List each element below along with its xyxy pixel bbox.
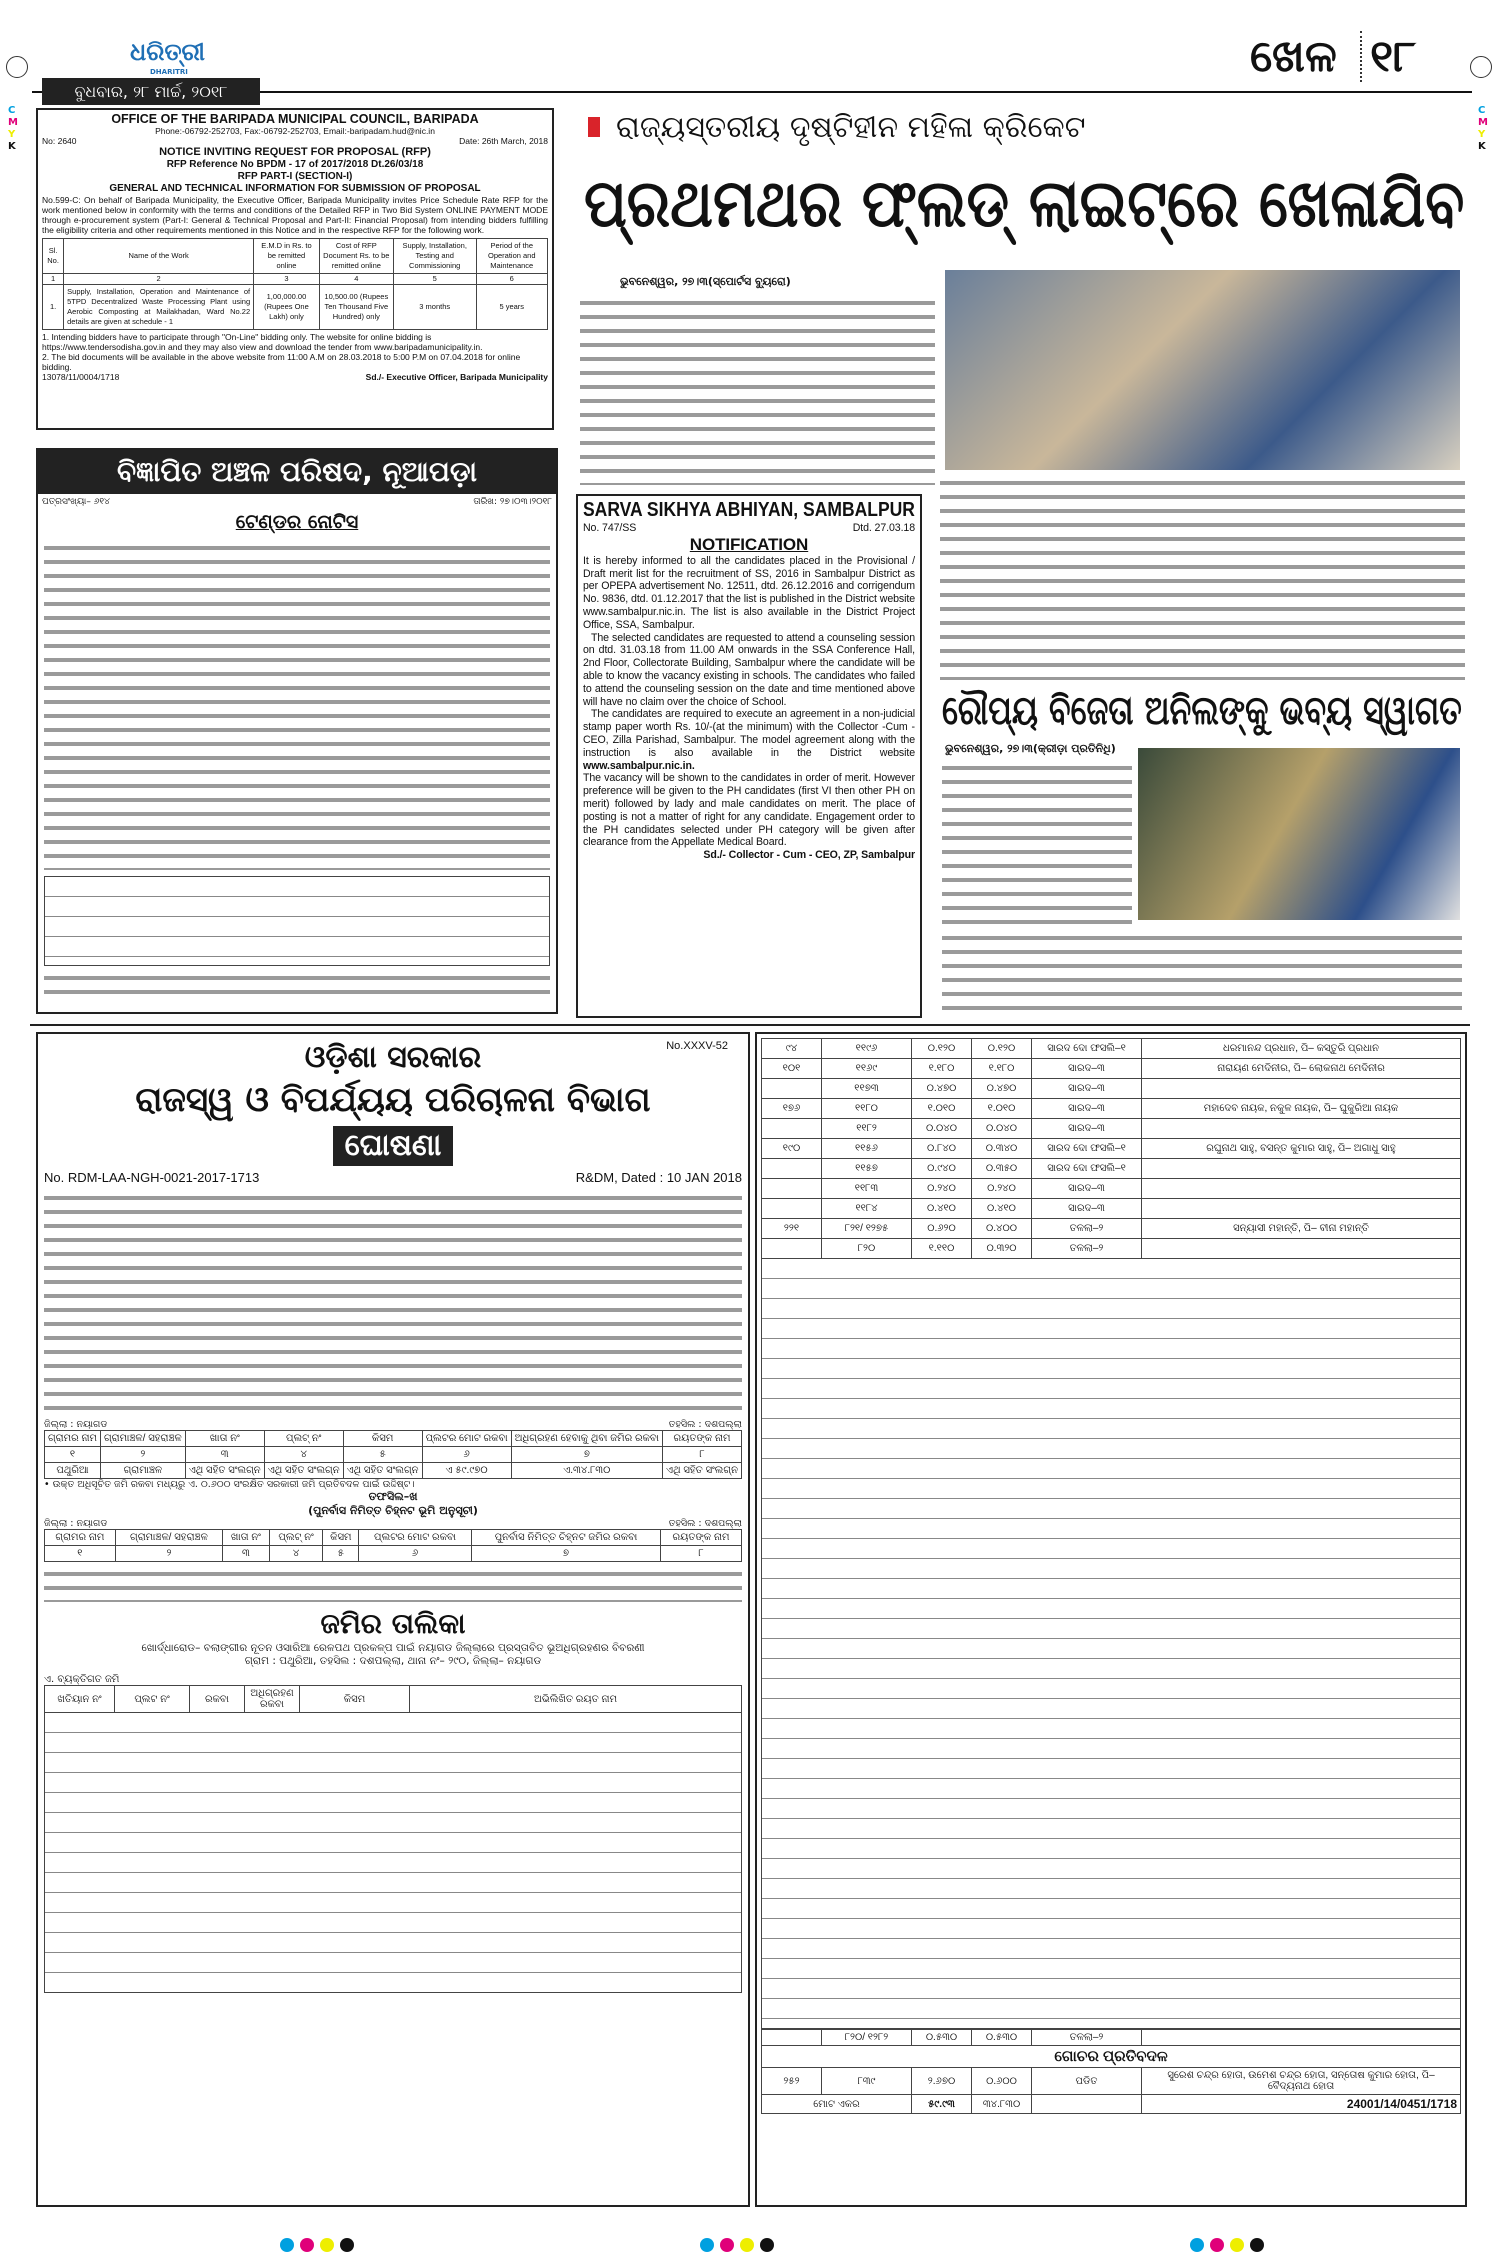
rfp-part: RFP PART-I (SECTION-I) [237, 171, 353, 182]
cell: ୦.୮୪୦ [912, 1139, 972, 1159]
announcement-label: ଘୋଷଣା [333, 1126, 454, 1166]
cell: 10,500.00 (Rupees Ten Thousand Five Hundred) only [319, 285, 393, 330]
rfp-section-title: GENERAL AND TECHNICAL INFORMATION FOR SUBMISSION OF PROPOSAL [109, 183, 481, 194]
cell: ୮୨୦/ ୧୨୮୨ [822, 2030, 912, 2046]
cell: ୧୧୭୩ [822, 1079, 912, 1099]
table-row [762, 2030, 1461, 2046]
cell: ୦.୫୩୦ [972, 2030, 1032, 2046]
cell: ୧.୧୮୦ [972, 1059, 1032, 1079]
col-number: ୭ [471, 1546, 660, 1562]
total-label: ମୋଟ ଏକର [762, 2095, 912, 2114]
table-row [762, 1159, 1461, 1179]
cell: ୨୨୧ [762, 1219, 822, 1239]
col-number: ୧ [45, 1447, 101, 1463]
press-conference-photo [945, 270, 1460, 470]
col-number: ୮ [663, 1447, 742, 1463]
notice-body-text [44, 1190, 742, 1415]
cell: ୧.୧୧୦ [912, 1239, 972, 1259]
cell: ତଳଲା–୨ [1032, 1239, 1142, 1259]
cell: ୦.୪୭୦ [972, 1079, 1032, 1099]
cell: ପଡିତ [1032, 2068, 1142, 2095]
section-a-label: ଏ. ବ୍ୟକ୍ତିଗତ ଜମି [44, 1674, 120, 1685]
cell: ୦.୦୪୦ [972, 1119, 1032, 1139]
cell: ଏଥି ସହିତ ସଂଲଗ୍ନ [343, 1463, 422, 1479]
table-row [762, 2068, 1461, 2095]
notice-number: No: 2640 [42, 136, 77, 146]
ssa-paragraph: The vacancy will be shown to the candidates in order of merit. However preference will be given to the PH candidates (first VI then other PH on merit) followed by lady and male candidates on merit. The place of posting is not a matter of right for any candidate. Engagement order to the PH candidates selected under PH category will be given after clearance from the Appellate Medical Board. [583, 772, 915, 849]
cell: ୧୧୯୬ [822, 1039, 912, 1059]
gochar-heading: ଗୋଚର ପ୍ରତିବଦଳ [762, 2046, 1461, 2068]
schedule-note: • ଉକ୍ତ ଅଧିସୂଚିତ ଜମି ରକବା ମଧ୍ୟରୁ ଏ. ୦.୬୦୦ ସଂରକ୍ଷିତ ସରକାରୀ ଜମି ପ୍ରତିବଦଳ ପାଇଁ ଉଦ୍ଦିଷ୍ଟ। [44, 1479, 415, 1490]
col-number: ୩ [185, 1447, 264, 1463]
table-row [762, 1219, 1461, 1239]
col-header: ଗ୍ରାମାଞ୍ଚଳ/ ସହରାଞ୍ଚଳ [115, 1530, 222, 1546]
note: 1. Intending bidders have to participate through "On-Line" bidding only. The website for online bidding is https://www.tendersodisha.gov.in and they may also view and download the tender from www.baripadamunicipality.in. [42, 332, 483, 352]
cell: ୦.୪୦୦ [972, 1219, 1032, 1239]
section-title [1250, 30, 1416, 84]
land-list-subtitle: ଖୋର୍ଦ୍ଧାରୋଡ– ବଲାଙ୍ଗୀର ନୂତନ ଓସାରିଆ ରେଳପଥ ପ୍ରକଳ୍ପ ପାଇଁ ନୟାଗଡ ଜିଲ୍ଲାରେ ପ୍ରସ୍ତାବିତ ଭୂଅଧିଗ୍ରହଣର ବିବରଣୀ [141, 1642, 645, 1654]
cell: ୮୨୦ [822, 1239, 912, 1259]
col-header: କିସମ [300, 1686, 410, 1713]
cell: ୦.୪୭୦ [912, 1079, 972, 1099]
col-number: ୪ [269, 1546, 323, 1562]
story2-headline: ରୌପ୍ୟ ବିଜେତା ଅନିଲଙ୍କୁ ଭବ୍ୟ ସ୍ୱାଗତ [942, 688, 1462, 734]
col-header: ଅଭିଲିଖିତ ରୟତ ନାମ [410, 1686, 742, 1713]
registration-mark [6, 56, 28, 78]
land-list-continued [755, 1032, 1467, 2207]
cell: ୧୧୫୬ [822, 1139, 912, 1159]
ssa-title: SARVA SIKHYA ABHIYAN, SAMBALPUR [583, 499, 915, 521]
col-header: ରକବା [190, 1686, 245, 1713]
govt-title: ଓଡ଼ିଶା ସରକାର [304, 1040, 482, 1075]
cell: ୧୦୧ [762, 1059, 822, 1079]
cell: ତଳଲା–୨ [1032, 2030, 1142, 2046]
col-number: ୨ [101, 1447, 186, 1463]
col-header: ପ୍ଲଟର ମୋଟ ରକବା [422, 1431, 511, 1447]
col-number: 1 [43, 274, 64, 285]
col-number: ୮ [661, 1546, 742, 1562]
col-number: ୧ [45, 1546, 116, 1562]
cell: ୦.୬୨୦ [912, 1219, 972, 1239]
col-number: 2 [64, 274, 254, 285]
table-row [762, 1079, 1461, 1099]
ssa-notification [576, 494, 922, 1018]
table-row [762, 1099, 1461, 1119]
cell: ଏ.୩୪.୮୩୦ [511, 1463, 662, 1479]
cell [762, 2030, 822, 2046]
cell: ମହାଦେବ ନାୟକ, ନକୁଳ ନାୟକ, ପି– ଘୁକୁରିଆ ନାୟକ [1142, 1099, 1461, 1119]
section-name: ଖେଳ [1250, 31, 1337, 82]
cell: 1. [43, 285, 64, 330]
notice-heading: NOTICE INVITING REQUEST FOR PROPOSAL (RFP) [159, 146, 431, 158]
cell: ୧୭୬ [762, 1099, 822, 1119]
cell: ସାରଦ–୩ [1032, 1099, 1142, 1119]
table-row [43, 285, 548, 330]
land-list-village: ଗ୍ରାମ : ପଥୁରିଆ, ତହସିଲ : ଦଶପଲ୍ଲା, ଥାନା ନଂ– ୨୯୦, ଜିଲ୍ଲା– ନୟାଗଡ [244, 1655, 542, 1667]
schedule-b-subtitle: (ପୁନର୍ବାସ ନିମିତ୍ତ ଚିହ୍ନଟ ଭୂମି ଅନୁସୂଚୀ) [308, 1504, 478, 1517]
tahasil-label: ତହସିଲ : ଦଶପଲ୍ଲା [668, 1518, 742, 1529]
ad-code: 24001/14/0451/1718 [1142, 2095, 1461, 2114]
tender-heading: ଟେଣ୍ଡର ନୋଟିସ [235, 511, 359, 533]
land-list-table [44, 1685, 742, 1713]
notice-number: No. RDM-LAA-NGH-0021-2017-1713 [44, 1170, 260, 1185]
cell: ୧.୦୧୦ [912, 1099, 972, 1119]
cell [762, 1079, 822, 1099]
cell: ୦.୯୪୦ [912, 1159, 972, 1179]
col-header: ଅଧିଗ୍ରହଣ ରକବା [245, 1686, 300, 1713]
notice-contact: Phone:-06792-252703, Fax:-06792-252703, Email:-baripadam.hud@nic.in [155, 126, 435, 136]
district-label: ଜିଲ୍ଲା : ନୟାଗଡ [44, 1419, 108, 1430]
col-header: ରୟତଙ୍କ ନାମ [663, 1431, 742, 1447]
cell: ଏ ୫୯.୯୭୦ [422, 1463, 511, 1479]
cell: ସାରଦ ଦୋ ଫସଲି–୧ [1032, 1039, 1142, 1059]
cell: ୧.୦୧୦ [972, 1099, 1032, 1119]
baripada-notice [36, 108, 554, 430]
cell: ତଳଲା–୨ [1032, 1219, 1142, 1239]
cell: ୦.୨୪୦ [912, 1179, 972, 1199]
col-number: ୪ [264, 1447, 343, 1463]
cell: ଗ୍ରାମାଞ୍ଚଳ [101, 1463, 186, 1479]
col-number: 6 [476, 274, 547, 285]
masthead-logo-sub: DHARITRI [150, 68, 188, 76]
col-number: 3 [254, 274, 320, 285]
cell: ୦.୫୩୦ [912, 2030, 972, 2046]
tahasil-label: ତହସିଲ : ଦଶପଲ୍ଲା [668, 1419, 742, 1430]
cell: ସୁରେଶ ଚନ୍ଦ୍ର ହୋତା, ଉମେଶ ଚନ୍ଦ୍ର ହୋତା, ସନ୍ତୋଷ କୁମାର ହୋତା, ପି– ବୈଦ୍ୟନାଥ ହୋତା [1142, 2068, 1461, 2095]
ssa-date: Dtd. 27.03.18 [852, 522, 915, 534]
notice-date: Date: 26th March, 2018 [459, 136, 548, 146]
col-number: ୫ [343, 1447, 422, 1463]
color-bar-cmyk: C M Y K [1478, 105, 1488, 152]
col-header: ପ୍ଲଟ୍ ନଂ [264, 1431, 343, 1447]
ssa-paragraph: The selected candidates are requested to attend a counseling session on dtd. 31.03.18 from 11.00 AM onwards in the SSA Conference Hall, 2nd Floor, Collectorate Building, Sambalpur where the candidate will be able to know the vacancy existing in schools. The candidates who failed to attend the counseling session on the date and time mentioned above will have no claim over the choice of School. [583, 631, 915, 708]
cell: ସାରଦ–୩ [1032, 1119, 1142, 1139]
cell [762, 1119, 822, 1139]
table-row [762, 1059, 1461, 1079]
cell [1032, 2095, 1142, 2114]
cell: ସାରଦ–୩ [1032, 1059, 1142, 1079]
table-row [762, 1139, 1461, 1159]
print-color-bar [1190, 2238, 1264, 2252]
cell: ୮୨୧/ ୧୨୭୫ [822, 1219, 912, 1239]
col-header: ପ୍ଲଟ ନଂ [115, 1686, 190, 1713]
cell: ୦.୩୫୦ [972, 1159, 1032, 1179]
cell: ସାରଦ–୩ [1032, 1079, 1142, 1099]
cell: ସାରଦ ଦୋ ଫସଲି–୧ [1032, 1159, 1142, 1179]
cell [1142, 1179, 1461, 1199]
land-list-rows [761, 1259, 1461, 2029]
col-header: ପ୍ଲଟର ମୋଟ ରକବା [359, 1530, 472, 1546]
cell: ସାରଦ ଦୋ ଫସଲି–୧ [1032, 1139, 1142, 1159]
col-number: 5 [393, 274, 476, 285]
masthead-date-text: ବୁଧବାର, ୨୮ ମାର୍ଚ୍ଚ, ୨୦୧୮ [74, 82, 228, 101]
registration-mark [1470, 56, 1492, 78]
kicker-text: ରାଜ୍ୟସ୍ତରୀୟ ଦୃଷ୍ଟିହୀନ ମହିଳା କ୍ରିକେଟ [616, 110, 1086, 145]
cell [1142, 1159, 1461, 1179]
schedule-b-title: ତଫସିଲ–ଖ [368, 1490, 418, 1503]
table-row [762, 1119, 1461, 1139]
cell: ୦.୪୧୦ [912, 1199, 972, 1219]
ssa-signature: Sd./- Collector - Cum - CEO, ZP, Sambalpur [703, 849, 915, 862]
district-label: ଜିଲ୍ଲା : ନୟାଗଡ [44, 1518, 108, 1529]
col-header: ରୟତଙ୍କ ନାମ [661, 1530, 742, 1546]
cell [1142, 1199, 1461, 1219]
cell: ୦.୬୦୦ [972, 2068, 1032, 2095]
cell: ୧୧୮୩ [822, 1179, 912, 1199]
odisha-govt-notice [36, 1032, 750, 2207]
story2-body-text [942, 930, 1462, 1012]
col-header: Period of the Operation and Maintenance [476, 239, 547, 274]
table-row [762, 1179, 1461, 1199]
cell: ୨୫୨ [762, 2068, 822, 2095]
print-color-bar [280, 2238, 354, 2252]
cell [762, 1199, 822, 1219]
dateline: ଭୁବନେଶ୍ୱର, ୨୭।୩(କ୍ରୀଡ଼ା ପ୍ରତିନିଧି) [945, 742, 1116, 755]
masthead-logo: ଧରିତ୍ରୀ [130, 38, 205, 66]
col-header: Supply, Installation, Testing and Commissioning [393, 239, 476, 274]
notice-ref: No.XXXV-52 [666, 1040, 728, 1052]
cell: ୧.୧୮୦ [912, 1059, 972, 1079]
cell [1142, 1119, 1461, 1139]
section-divider [30, 1024, 1470, 1026]
nuapada-tender-notice [36, 448, 558, 1014]
tender-title: ବିଜ୍ଞାପିତ ଅଞ୍ଚଳ ପରିଷଦ, ନୂଆପଡ଼ା [117, 455, 477, 488]
note: 2. The bid documents will be available in the above website from 11:00 A.M on 28.03.2018 to 5:00 P.M on 07.04.2018 for online bidding. [42, 352, 521, 372]
cell: ୦.୩୨୦ [972, 1239, 1032, 1259]
col-header: ପୁନର୍ବାସ ନିମିତ୍ତ ଚିହ୍ନଟ ଜମିର ରକବା [471, 1530, 660, 1546]
cell: ଏଥି ସହିତ ସଂଲଗ୍ନ [264, 1463, 343, 1479]
story-kicker [588, 108, 1086, 148]
cell [1142, 2030, 1461, 2046]
tender-footer-text [44, 970, 550, 998]
col-header: ଖାତା ନଂ [223, 1530, 270, 1546]
col-header: ପ୍ଲଟ୍ ନଂ [269, 1530, 323, 1546]
col-header: Sl. No. [43, 239, 64, 274]
tender-date: ତାରିଖ: ୨୭।୦୩।୨୦୧୮ [473, 497, 552, 507]
page-number: ୧୮ [1370, 31, 1416, 82]
table-row [762, 1199, 1461, 1219]
cell: ୦.୨୪୦ [972, 1179, 1032, 1199]
cell: ରଘୁନାଥ ସାହୁ, ବସନ୍ତ କୁମାର ସାହୁ, ପି– ଅଗାଧୁ ସାହୁ [1142, 1139, 1461, 1159]
land-list-title: ଜମିର ତାଲିକା [320, 1607, 466, 1640]
cell: ୦.୦୪୦ [912, 1119, 972, 1139]
ssa-paragraph: It is hereby informed to all the candidates placed in the Provisional / Draft merit list for the recruitment of SS, 2016 in Sambalpur District as per OPEPA advertisement No. 12511, dtd. 26.12.2016 and corrigendum No. 9836, dtd. 01.12.2017 that the list is published in the District website www.sambalpur.nic.in. The list is also available in the District Project Office, SSA, Sambalpur. [583, 554, 915, 631]
cell: 1,00,000.00 (Rupees One Lakh) only [254, 285, 320, 330]
col-number: ୩ [223, 1546, 270, 1562]
cell: ୧୧୮୨ [822, 1119, 912, 1139]
department-title: ରାଜସ୍ୱ ଓ ବିପର୍ଯ୍ୟୟ ପରିଚାଳନା ବିଭାଗ [135, 1080, 651, 1120]
cell: ୦.୧୨୦ [972, 1039, 1032, 1059]
print-color-bar [700, 2238, 774, 2252]
ssa-website-link[interactable]: www.sambalpur.nic.in. [583, 759, 695, 772]
land-list-rows [44, 1713, 742, 1993]
cell: Supply, Installation, Operation and Maintenance of 5TPD Decentralized Waste Processing Plant using Aerobic Composting at Mailakhadan, Ward No.22 details are given at schedule - 1 [64, 285, 254, 330]
masthead-date [42, 78, 260, 105]
col-header: Cost of RFP Document Rs. to be remitted online [319, 239, 393, 274]
cell: ପଥୁରିଆ [45, 1463, 101, 1479]
cell: ସାରଦ–୩ [1032, 1199, 1142, 1219]
total-acquired: ୩୪.୮୩୦ [972, 2095, 1032, 2114]
cell: ୮୩୯ [822, 2068, 912, 2095]
col-number: ୬ [359, 1546, 472, 1562]
story-body-text [580, 295, 935, 485]
story2-body-text [942, 760, 1132, 930]
col-header: ଗ୍ରାମାଞ୍ଚଳ/ ସହରାଞ୍ଚଳ [101, 1431, 186, 1447]
cell: ୦.୩୪୦ [972, 1139, 1032, 1159]
cell: 5 years [476, 285, 547, 330]
notice-footer-text [44, 1566, 742, 1602]
cell: ଧରମାନନ୍ଦ ପ୍ରଧାନ, ପି– କସ୍ତୁରି ପ୍ରଧାନ [1142, 1039, 1461, 1059]
cell: ୧୧୮୪ [822, 1199, 912, 1219]
col-number: ୭ [511, 1447, 662, 1463]
cell: ୦.୧୨୦ [912, 1039, 972, 1059]
cell [1142, 1079, 1461, 1099]
col-header: ଖାତା ନଂ [185, 1431, 264, 1447]
notice-title: OFFICE OF THE BARIPADA MUNICIPAL COUNCIL, BARIPADA [111, 112, 479, 126]
ssa-number: No. 747/SS [583, 522, 637, 534]
story-body-text [940, 475, 1465, 680]
land-list-table-footer [761, 2029, 1461, 2114]
cell: ନାରାୟଣ ମେଦିନୀର, ପି– ଲୋକନାଥ ମେଦିନୀର [1142, 1059, 1461, 1079]
rfp-reference: RFP Reference No BPDM - 17 of 2017/2018 Dt.26/03/18 [166, 159, 424, 170]
table-row [762, 1039, 1461, 1059]
cell: ୧୧୮୦ [822, 1099, 912, 1119]
cell [1142, 1239, 1461, 1259]
cell: ୯୪ [762, 1039, 822, 1059]
ad-code: 13078/11/0004/1718 [42, 372, 120, 382]
col-header: ଗ୍ରାମର ନାମ [45, 1431, 101, 1447]
col-header: ଅଧିଗ୍ରହଣ ହେବାକୁ ଥିବା ଜମିର ରକବା [511, 1431, 662, 1447]
col-number: ୬ [422, 1447, 511, 1463]
cell: ୧୧୬୯ [822, 1059, 912, 1079]
story-headline: ପ୍ରଥମଥର ଫ୍ଲଡ୍ ଲାଇଟ୍‌ରେ ଖେଳାଯିବ [584, 165, 1465, 242]
col-header: Name of the Work [64, 239, 254, 274]
col-header: ଗ୍ରାମର ନାମ [45, 1530, 116, 1546]
notice-date: R&DM, Dated : 10 JAN 2018 [575, 1170, 742, 1185]
ssa-paragraph: The candidates are required to execute an agreement in a non-judicial stamp paper worth Rs. 10/-(at the minimum) with the Collector -Cum - CEO, Zilla Parishad, Sambalpur. The model agreement along with the instruction is also available in the District website [583, 708, 915, 759]
cell [762, 1179, 822, 1199]
dateline: ଭୁବନେଶ୍ୱର, ୨୭।୩(ସ୍ପୋର୍ଟସ ବ୍ୟୁରୋ) [620, 275, 791, 288]
ssa-heading: NOTIFICATION [689, 534, 809, 554]
col-number: ୨ [115, 1546, 222, 1562]
cell: ୨.୬୭୦ [912, 2068, 972, 2095]
col-header: ଖତିୟାନ ନଂ [45, 1686, 115, 1713]
schedule-b-table [44, 1529, 742, 1562]
col-number: ୫ [323, 1546, 359, 1562]
signature: Sd./- Executive Officer, Baripada Municipality [365, 372, 548, 382]
cell: ଏଥି ସହିତ ସଂଲଗ୍ନ [185, 1463, 264, 1479]
cell [762, 1239, 822, 1259]
table-row [45, 1463, 742, 1479]
cell: ସାରଦ–୩ [1032, 1179, 1142, 1199]
col-number: 4 [319, 274, 393, 285]
rfp-table [42, 238, 548, 330]
col-header: କିସମ [343, 1431, 422, 1447]
schedule-a-table [44, 1430, 742, 1479]
cell: ୦.୪୧୦ [972, 1199, 1032, 1219]
col-header: କିସମ [323, 1530, 359, 1546]
table-row [762, 1239, 1461, 1259]
notice-body: No.599-C: On behalf of Baripada Municipality, the Executive Officer, Baripada Municipality invites Price Schedule Rate RFP for the work mentioned below in conformity with the terms and conditions of the Detailed RFP in Two Bid System ONLINE PAYMENT MODE through e-procurement system (Part-I: General & Technical Proposal and Part-II: Financial Proposal) from intending bidders fulfilling the eligibility criteria and other requirements mentioned in this Notice and in the respective RFP for the following work. [42, 195, 548, 235]
letter-number: ପତ୍ରସଂଖ୍ୟା– ୬୧୪ [42, 497, 110, 507]
land-list-table-continued [761, 1038, 1461, 1259]
cell: ସନ୍ୟାସୀ ମହାନ୍ତି, ପି– ବୀନା ମହାନ୍ତି [1142, 1219, 1461, 1239]
cell: 3 months [393, 285, 476, 330]
felicitation-photo [1138, 748, 1460, 920]
tender-table [44, 876, 550, 966]
cell: ୧୧୫୭ [822, 1159, 912, 1179]
tender-body-text [44, 540, 550, 870]
cell: ୧୯୦ [762, 1139, 822, 1159]
total-area: ୫୯.୯୩ [912, 2095, 972, 2114]
col-header: E.M.D in Rs. to be remitted online [254, 239, 320, 274]
color-bar-cmyk: C M Y K [8, 105, 18, 152]
cell: ଏଥି ସହିତ ସଂଲଗ୍ନ [663, 1463, 742, 1479]
cell [762, 1159, 822, 1179]
total-row [762, 2095, 1461, 2114]
